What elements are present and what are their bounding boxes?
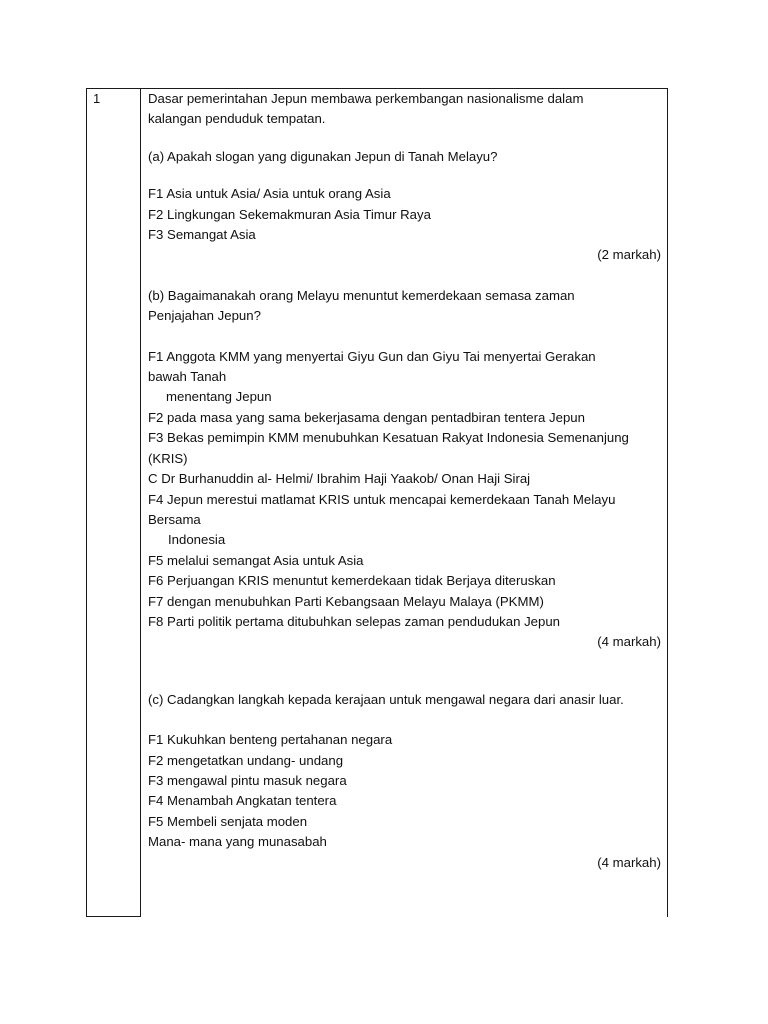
part-c-answer: F2 mengetatkan undang- undang xyxy=(148,752,344,768)
part-c-marks: (4 markah) xyxy=(597,854,661,870)
part-a-answer: F3 Semangat Asia xyxy=(148,227,256,243)
part-b-answer: F6 Perjuangan KRIS menuntut kemerdekaan tidak Berjaya diteruskan xyxy=(148,573,556,589)
part-b-marks: (4 markah) xyxy=(597,634,661,650)
part-b-answer: C Dr Burhanuddin al- Helmi/ Ibrahim Haji Yaakob/ Onan Haji Siraj xyxy=(148,471,531,487)
part-c-answer: F3 mengawal pintu masuk negara xyxy=(148,772,347,788)
question-content xyxy=(148,89,661,873)
part-a-answer: F1 Asia untuk Asia/ Asia untuk orang Asia xyxy=(148,186,391,202)
part-b-answer: F5 melalui semangat Asia untuk Asia xyxy=(148,552,364,568)
part-b-question: (b) Bagaimanakah orang Melayu menuntut kemerdekaan semasa zaman xyxy=(148,287,575,303)
part-b-answer: F7 dengan menubuhkan Parti Kebangsaan Melayu Malaya (PKMM) xyxy=(148,593,544,609)
part-b-answer: menentang Jepun xyxy=(166,389,272,405)
question-number: 1 xyxy=(93,91,101,106)
part-a-question: (a) Apakah slogan yang digunakan Jepun di Tanah Melayu? xyxy=(148,148,498,164)
part-c-answer: Mana- mana yang munasabah xyxy=(148,834,327,850)
part-b-answer: F2 pada masa yang sama bekerjasama dengan pentadbiran tentera Jepun xyxy=(148,409,585,425)
part-b-answer: F3 Bekas pemimpin KMM menubuhkan Kesatuan Rakyat Indonesia Semenanjung xyxy=(148,430,629,446)
part-b-answer: F4 Jepun merestui matlamat KRIS untuk mencapai kemerdekaan Tanah Melayu xyxy=(148,491,616,507)
part-b-answer: (KRIS) xyxy=(148,450,188,466)
part-b-answer: Bersama xyxy=(148,511,201,527)
part-c-question: (c) Cadangkan langkah kepada kerajaan untuk mengawal negara dari anasir luar. xyxy=(148,691,624,707)
intro-line: kalangan penduduk tempatan. xyxy=(148,111,326,127)
table-left-border xyxy=(86,88,87,917)
part-b-question: Penjajahan Jepun? xyxy=(148,308,261,324)
number-cell-bottom-border xyxy=(86,916,141,917)
part-b-answer: F1 Anggota KMM yang menyertai Giyu Gun dan Giyu Tai menyertai Gerakan xyxy=(148,348,596,364)
part-c-answer: F5 Membeli senjata moden xyxy=(148,813,308,829)
part-b-answer: Indonesia xyxy=(168,532,226,548)
part-c-answer: F4 Menambah Angkatan tentera xyxy=(148,793,337,809)
table-column-divider xyxy=(140,88,141,917)
part-c-answer: F1 Kukuhkan benteng pertahanan negara xyxy=(148,732,393,748)
part-a-marks: (2 markah) xyxy=(597,247,661,263)
intro-line: Dasar pemerintahan Jepun membawa perkembangan nasionalisme dalam xyxy=(148,91,584,106)
table-right-border xyxy=(667,88,668,917)
part-b-answer: F8 Parti politik pertama ditubuhkan selepas zaman pendudukan Jepun xyxy=(148,613,561,629)
part-b-answer: bawah Tanah xyxy=(148,369,227,385)
part-a-answer: F2 Lingkungan Sekemakmuran Asia Timur Raya xyxy=(148,206,431,222)
